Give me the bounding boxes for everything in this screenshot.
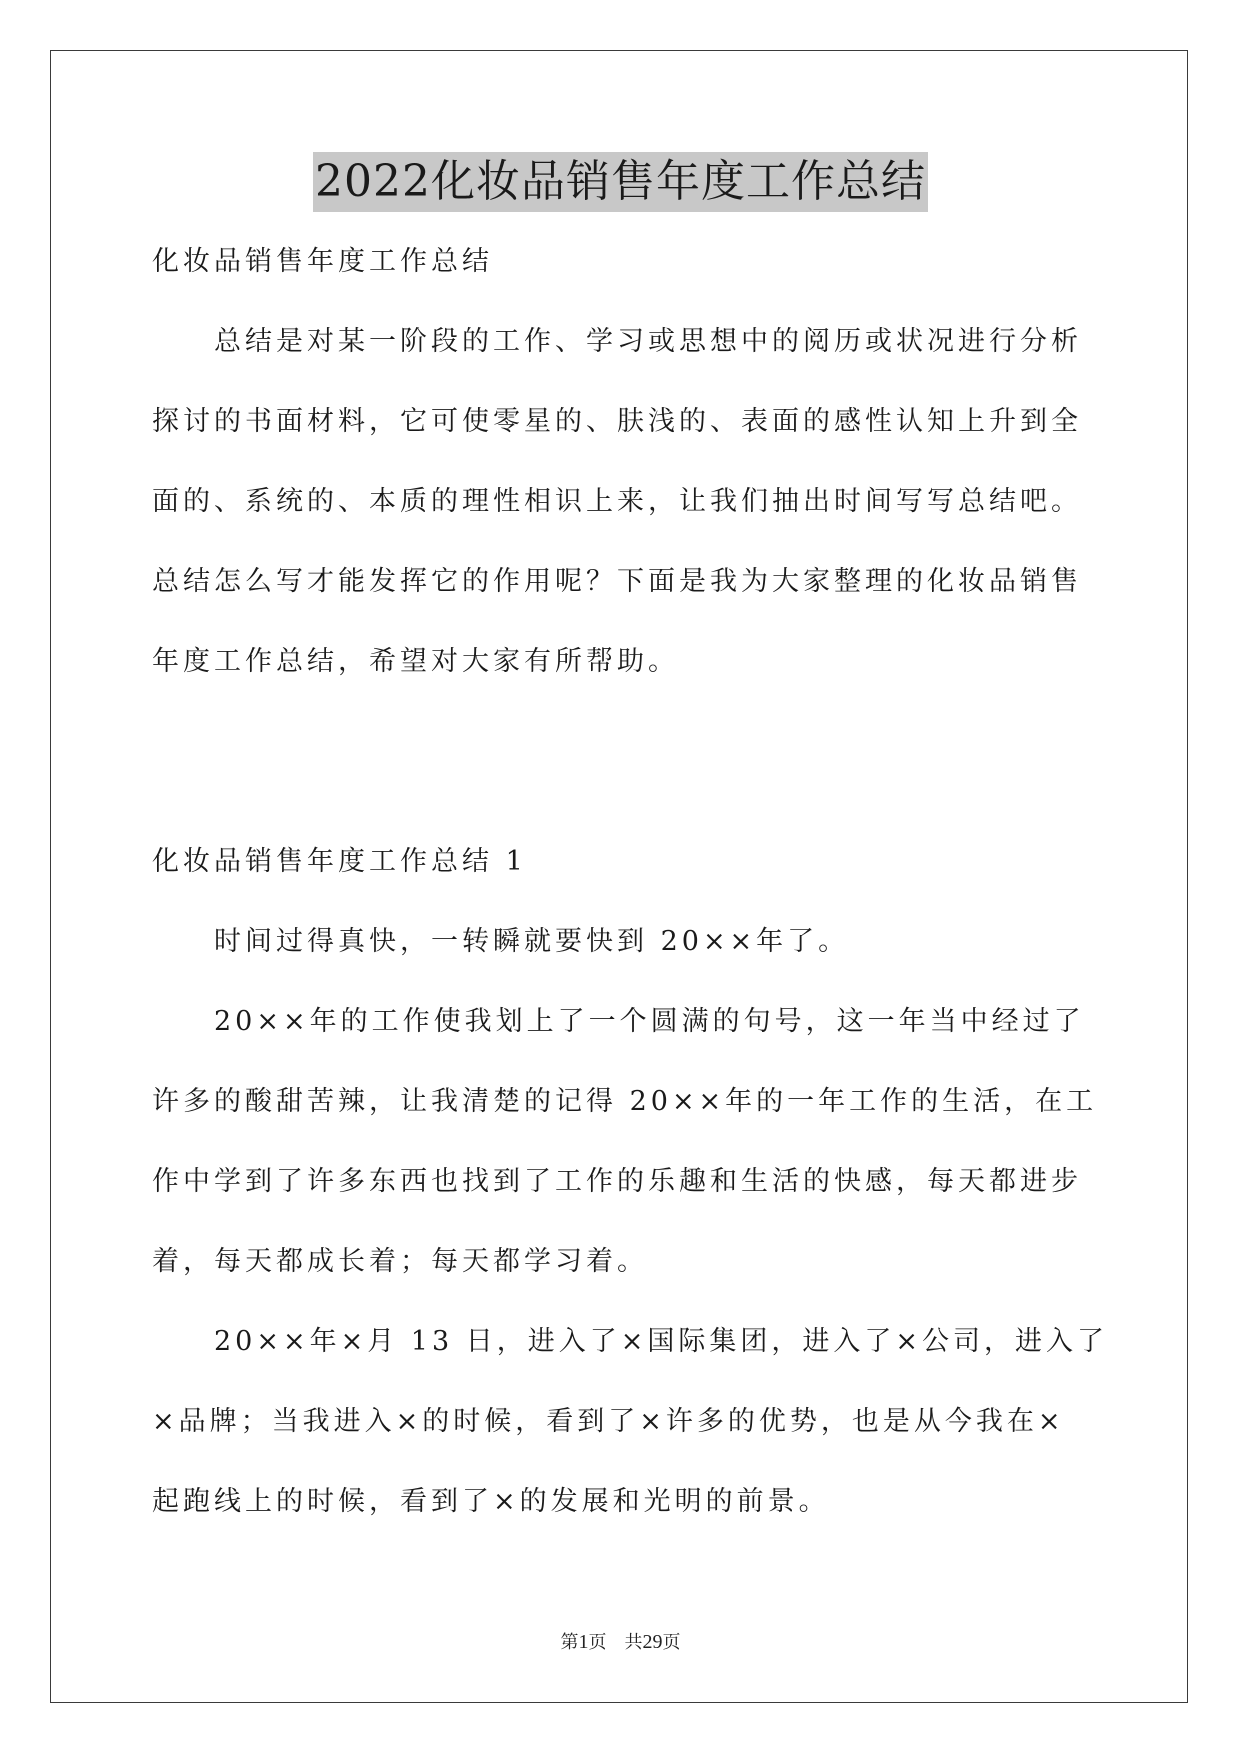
paragraph-line: 20××年×月 13 日，进入了×国际集团，进入了×公司，进入了 — [214, 1326, 1108, 1357]
paragraph-line: 总结是对某一阶段的工作、学习或思想中的阅历或状况进行分析 — [214, 326, 1082, 357]
section-heading: 化妆品销售年度工作总结 — [152, 246, 493, 277]
total-unit: 页 — [662, 1632, 681, 1652]
paragraph-line: 作中学到了许多东西也找到了工作的乐趣和生活的快感，每天都进步 — [152, 1166, 1082, 1197]
page-current-number: 1 — [578, 1631, 589, 1653]
paragraph-line: 起跑线上的时候，看到了×的发展和光明的前景。 — [152, 1486, 830, 1517]
paragraph-line: 着，每天都成长着；每天都学习着。 — [152, 1246, 648, 1277]
paragraph-line: 面的、系统的、本质的理性相识上来，让我们抽出时间写写总结吧。 — [152, 486, 1082, 517]
paragraph-line: 探讨的书面材料，它可使零星的、肤浅的、表面的感性认知上升到全 — [152, 406, 1082, 437]
section-heading: 化妆品销售年度工作总结 1 — [152, 846, 527, 877]
page-prefix: 第 — [560, 1632, 579, 1652]
paragraph-line: 时间过得真快，一转瞬就要快到 20××年了。 — [214, 926, 850, 957]
paragraph-line: ×品牌；当我进入×的时候，看到了×许多的优势，也是从今我在× — [152, 1406, 1065, 1437]
paragraph-line: 总结怎么写才能发挥它的作用呢？下面是我为大家整理的化妆品销售 — [152, 566, 1082, 597]
total-prefix: 共 — [624, 1632, 643, 1652]
document-body — [152, 238, 1108, 1558]
document-title: 2022化妆品销售年度工作总结 — [313, 152, 928, 212]
page-total-number: 29 — [642, 1631, 663, 1653]
paragraph-line: 年度工作总结，希望对大家有所帮助。 — [152, 646, 679, 677]
title-container — [0, 152, 1241, 212]
page-footer — [0, 1628, 1241, 1654]
paragraph-line: 许多的酸甜苦辣，让我清楚的记得 20××年的一年工作的生活，在工 — [152, 1086, 1098, 1117]
page-unit: 页 — [588, 1632, 607, 1652]
paragraph-line: 20××年的工作使我划上了一个圆满的句号，这一年当中经过了 — [214, 1006, 1085, 1037]
paragraph-gap — [152, 718, 1092, 838]
